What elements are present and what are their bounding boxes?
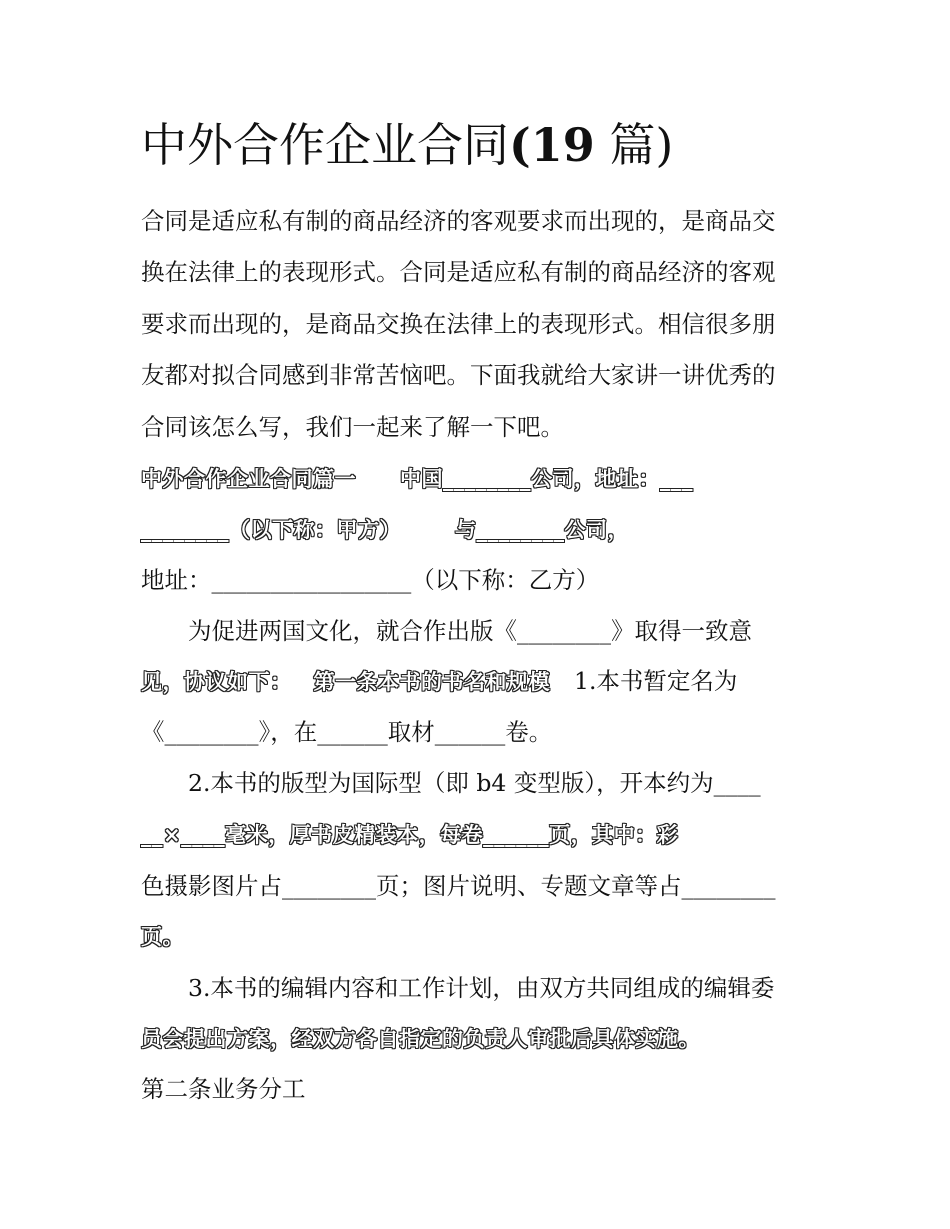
contract-heading: 中外合作企业合同篇一 (141, 467, 356, 491)
party-b-company: 与________公司， (455, 518, 629, 542)
pages-line: 色摄影图片占________页；图片说明、专题文章等占________ (141, 872, 776, 900)
agreement-intro: 见，协议如下： (141, 670, 292, 694)
format-line: 2.本书的版型为国际型（即 b4 变型版），开本约为____ (188, 769, 761, 797)
contract-heading-line (141, 462, 693, 496)
intro-line-2: 换在法律上的表现形式。合同是适应私有制的商品经济的客观 (141, 258, 776, 286)
party-a-line (141, 513, 629, 547)
intro-line-5: 合同该怎么写，我们一起来了解一下吧。 (141, 413, 564, 441)
title-count: (19 (509, 118, 595, 172)
approval-line: 员会提出方案，经双方各自指定的负责人审批后具体实施。 (141, 1027, 700, 1051)
title-suffix: 篇) (594, 118, 674, 172)
purpose-line: 为促进两国文化，就合作出版《________》取得一致意 (188, 617, 752, 645)
party-a-company: 中国________公司，地址：___ (400, 467, 693, 491)
agreement-line (141, 664, 737, 699)
party-b-address: 地址：_________________（以下称：乙方） (141, 566, 600, 594)
party-a-label: ________（以下称：甲方） (141, 518, 401, 542)
book-title-line: 《________》，在______取材______卷。 (141, 718, 553, 746)
document-title (141, 114, 673, 176)
title-main: 中外合作企业合同 (141, 118, 509, 172)
article-1-heading: 第一条本书的书名和规模 (313, 670, 550, 694)
intro-line-4: 友都对拟合同感到非常苦恼吧。下面我就给大家讲一讲优秀的 (141, 361, 776, 389)
article-1-item-1: 1.本书暂定名为 (574, 667, 738, 695)
pages-end: 页。 (141, 925, 184, 949)
article-2-heading: 第二条业务分工 (141, 1075, 306, 1103)
intro-line-3: 要求而出现的，是商品交换在法律上的表现形式。相信很多朋 (141, 310, 776, 338)
size-line: __×____毫米，厚书皮精装本，每卷______页，其中：彩 (141, 823, 679, 847)
intro-line-1: 合同是适应私有制的商品经济的客观要求而出现的，是商品交 (141, 207, 776, 235)
editing-line: 3.本书的编辑内容和工作计划，由双方共同组成的编辑委 (188, 974, 775, 1002)
